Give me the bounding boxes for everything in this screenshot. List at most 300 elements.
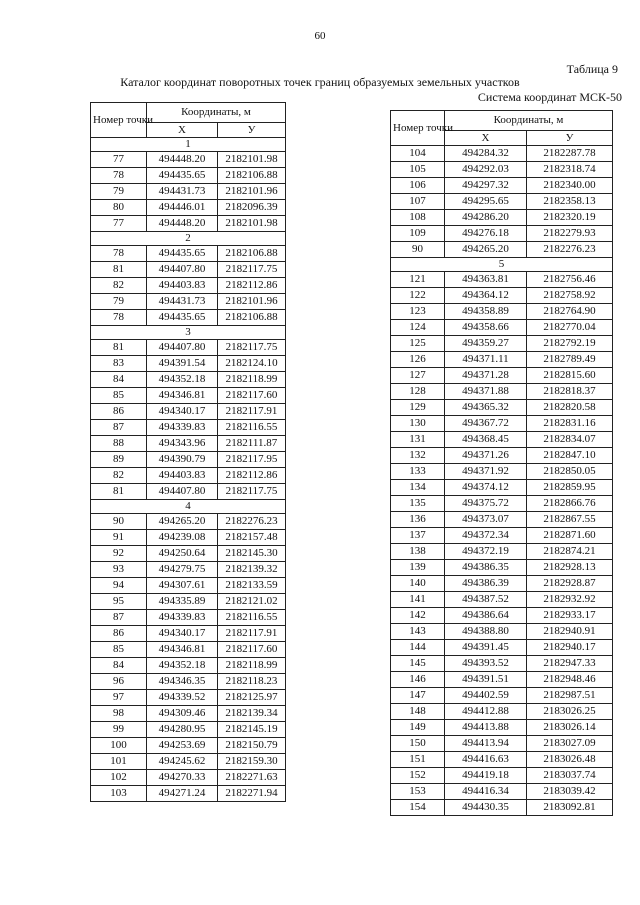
point-number: 135 — [391, 496, 445, 512]
y-coordinate: 2182928.87 — [527, 576, 613, 592]
y-coordinate: 2182139.32 — [218, 562, 286, 578]
y-coordinate: 2182101.98 — [218, 152, 286, 168]
y-coordinate: 2182150.79 — [218, 738, 286, 754]
y-coordinate: 2182792.19 — [527, 336, 613, 352]
y-coordinate: 2183092.81 — [527, 800, 613, 816]
x-coordinate: 494280.95 — [147, 722, 218, 738]
point-number: 84 — [91, 658, 147, 674]
y-coordinate: 2182106.88 — [218, 310, 286, 326]
y-coordinate: 2182940.17 — [527, 640, 613, 656]
point-number: 77 — [91, 216, 147, 232]
point-number: 149 — [391, 720, 445, 736]
table-row — [91, 722, 286, 738]
table-row — [391, 336, 613, 352]
y-coordinate: 2182124.10 — [218, 356, 286, 372]
y-coordinate: 2183037.74 — [527, 768, 613, 784]
x-coordinate: 494371.26 — [445, 448, 527, 464]
x-coordinate: 494371.11 — [445, 352, 527, 368]
point-number: 138 — [391, 544, 445, 560]
table-row — [91, 200, 286, 216]
table-row — [391, 768, 613, 784]
table-row — [91, 468, 286, 484]
x-coordinate: 494276.18 — [445, 226, 527, 242]
x-coordinate: 494403.83 — [147, 468, 218, 484]
point-number: 153 — [391, 784, 445, 800]
point-number: 96 — [91, 674, 147, 690]
table-row — [91, 372, 286, 388]
y-coordinate: 2182117.91 — [218, 404, 286, 420]
y-coordinate: 2182850.05 — [527, 464, 613, 480]
section-number: 2 — [91, 232, 286, 246]
table-row — [391, 226, 613, 242]
point-number: 97 — [91, 690, 147, 706]
x-coordinate: 494364.12 — [445, 288, 527, 304]
y-coordinate: 2182101.96 — [218, 184, 286, 200]
table-row — [91, 658, 286, 674]
table-row — [91, 610, 286, 626]
x-coordinate: 494407.80 — [147, 484, 218, 500]
section-row — [91, 326, 286, 340]
point-number: 139 — [391, 560, 445, 576]
y-coordinate: 2182106.88 — [218, 246, 286, 262]
point-number: 130 — [391, 416, 445, 432]
x-coordinate: 494367.72 — [445, 416, 527, 432]
y-coordinate: 2182118.99 — [218, 658, 286, 674]
table-row — [391, 400, 613, 416]
point-number: 85 — [91, 388, 147, 404]
x-coordinate: 494295.65 — [445, 194, 527, 210]
y-coordinate: 2182279.93 — [527, 226, 613, 242]
x-coordinate: 494371.92 — [445, 464, 527, 480]
y-coordinate: 2182139.34 — [218, 706, 286, 722]
x-coordinate: 494416.63 — [445, 752, 527, 768]
point-number: 144 — [391, 640, 445, 656]
point-number: 87 — [91, 610, 147, 626]
x-coordinate: 494435.65 — [147, 246, 218, 262]
y-coordinate: 2182940.91 — [527, 624, 613, 640]
point-number: 98 — [91, 706, 147, 722]
x-coordinate: 494271.24 — [147, 786, 218, 802]
point-number: 94 — [91, 578, 147, 594]
table-row — [91, 262, 286, 278]
y-coordinate: 2182932.92 — [527, 592, 613, 608]
y-coordinate: 2182866.76 — [527, 496, 613, 512]
point-number: 141 — [391, 592, 445, 608]
table-row — [91, 152, 286, 168]
point-number: 80 — [91, 200, 147, 216]
section-number: 1 — [91, 138, 286, 152]
y-coordinate: 2182118.23 — [218, 674, 286, 690]
x-coordinate: 494343.96 — [147, 436, 218, 452]
x-coordinate: 494407.80 — [147, 262, 218, 278]
point-number: 152 — [391, 768, 445, 784]
table-row — [391, 288, 613, 304]
y-coordinate: 2182871.60 — [527, 528, 613, 544]
y-coordinate: 2182112.86 — [218, 278, 286, 294]
y-coordinate: 2182820.58 — [527, 400, 613, 416]
y-coordinate: 2182117.91 — [218, 626, 286, 642]
point-number: 82 — [91, 278, 147, 294]
x-header: Х — [147, 123, 218, 138]
x-coordinate: 494386.39 — [445, 576, 527, 592]
table-row — [91, 246, 286, 262]
y-coordinate: 2182121.02 — [218, 594, 286, 610]
x-coordinate: 494352.18 — [147, 658, 218, 674]
x-coordinate: 494431.73 — [147, 184, 218, 200]
point-number: 77 — [91, 152, 147, 168]
point-number: 105 — [391, 162, 445, 178]
table-row — [91, 786, 286, 802]
x-coordinate: 494358.66 — [445, 320, 527, 336]
y-coordinate: 2182867.55 — [527, 512, 613, 528]
table-row — [91, 770, 286, 786]
y-coordinate: 2182859.95 — [527, 480, 613, 496]
point-number: 84 — [91, 372, 147, 388]
point-number: 131 — [391, 432, 445, 448]
x-coordinate: 494371.28 — [445, 368, 527, 384]
x-coordinate: 494386.64 — [445, 608, 527, 624]
x-coordinate: 494358.89 — [445, 304, 527, 320]
point-number: 81 — [91, 262, 147, 278]
y-coordinate: 2182111.87 — [218, 436, 286, 452]
x-coordinate: 494307.61 — [147, 578, 218, 594]
x-coordinate: 494346.81 — [147, 388, 218, 404]
y-coordinate: 2182116.55 — [218, 420, 286, 436]
y-coordinate: 2182276.23 — [218, 514, 286, 530]
point-number: 78 — [91, 310, 147, 326]
table-row — [391, 720, 613, 736]
point-number: 78 — [91, 168, 147, 184]
x-coordinate: 494284.32 — [445, 146, 527, 162]
y-coordinate: 2182834.07 — [527, 432, 613, 448]
x-coordinate: 494372.19 — [445, 544, 527, 560]
point-number: 83 — [91, 356, 147, 372]
point-number: 82 — [91, 468, 147, 484]
section-number: 3 — [91, 326, 286, 340]
table-row — [391, 304, 613, 320]
table-row — [391, 608, 613, 624]
table-row — [391, 656, 613, 672]
x-coordinate: 494391.51 — [445, 672, 527, 688]
y-coordinate: 2182117.60 — [218, 388, 286, 404]
table-row — [391, 194, 613, 210]
y-coordinate: 2182133.59 — [218, 578, 286, 594]
point-number: 134 — [391, 480, 445, 496]
section-row — [391, 258, 613, 272]
table-row — [91, 738, 286, 754]
point-number: 132 — [391, 448, 445, 464]
point-number: 122 — [391, 288, 445, 304]
x-coordinate: 494368.45 — [445, 432, 527, 448]
y-coordinate: 2182831.16 — [527, 416, 613, 432]
x-coordinate: 494245.62 — [147, 754, 218, 770]
y-coordinate: 2182118.99 — [218, 372, 286, 388]
x-coordinate: 494431.73 — [147, 294, 218, 310]
table-row — [391, 672, 613, 688]
x-coordinate: 494265.20 — [147, 514, 218, 530]
point-number: 79 — [91, 184, 147, 200]
x-coordinate: 494309.46 — [147, 706, 218, 722]
right-table-body — [391, 146, 613, 816]
point-number-header: Номер точки — [391, 111, 445, 146]
x-coordinate: 494340.17 — [147, 404, 218, 420]
y-coordinate: 2182818.37 — [527, 384, 613, 400]
table-row — [91, 310, 286, 326]
point-number: 86 — [91, 404, 147, 420]
point-number: 91 — [91, 530, 147, 546]
table-row — [91, 594, 286, 610]
point-number: 154 — [391, 800, 445, 816]
point-number: 79 — [91, 294, 147, 310]
x-coordinate: 494346.35 — [147, 674, 218, 690]
x-coordinate: 494297.32 — [445, 178, 527, 194]
point-number: 89 — [91, 452, 147, 468]
table-row — [91, 340, 286, 356]
table-row — [91, 404, 286, 420]
y-coordinate: 2182287.78 — [527, 146, 613, 162]
point-number: 90 — [91, 514, 147, 530]
y-coordinate: 2182106.88 — [218, 168, 286, 184]
y-coordinate: 2182758.92 — [527, 288, 613, 304]
point-number: 81 — [91, 340, 147, 356]
y-coordinate: 2182928.13 — [527, 560, 613, 576]
point-number: 124 — [391, 320, 445, 336]
x-coordinate: 494339.83 — [147, 420, 218, 436]
y-coordinate: 2183026.48 — [527, 752, 613, 768]
y-coordinate: 2182117.75 — [218, 340, 286, 356]
x-coordinate: 494430.35 — [445, 800, 527, 816]
table-row — [391, 242, 613, 258]
x-coordinate: 494363.81 — [445, 272, 527, 288]
table-row — [391, 146, 613, 162]
y-coordinate: 2182117.60 — [218, 642, 286, 658]
point-number: 129 — [391, 400, 445, 416]
point-number: 150 — [391, 736, 445, 752]
x-coordinate: 494416.34 — [445, 784, 527, 800]
y-coordinate: 2182987.51 — [527, 688, 613, 704]
table-row — [391, 320, 613, 336]
y-coordinate: 2182276.23 — [527, 242, 613, 258]
table-row — [391, 512, 613, 528]
section-number: 5 — [391, 258, 613, 272]
y-coordinate: 2182320.19 — [527, 210, 613, 226]
x-coordinate: 494393.52 — [445, 656, 527, 672]
y-coordinate: 2182874.21 — [527, 544, 613, 560]
x-coordinate: 494435.65 — [147, 168, 218, 184]
y-coordinate: 2182145.19 — [218, 722, 286, 738]
point-number: 87 — [91, 420, 147, 436]
point-number: 148 — [391, 704, 445, 720]
section-row — [91, 500, 286, 514]
table-row — [91, 562, 286, 578]
y-coordinate: 2182101.96 — [218, 294, 286, 310]
x-coordinate: 494390.79 — [147, 452, 218, 468]
table-row — [91, 484, 286, 500]
x-coordinate: 494371.88 — [445, 384, 527, 400]
point-number: 121 — [391, 272, 445, 288]
y-coordinate: 2183026.14 — [527, 720, 613, 736]
point-number: 107 — [391, 194, 445, 210]
x-coordinate: 494339.83 — [147, 610, 218, 626]
coordinates-header: Координаты, м — [445, 111, 613, 131]
table-row — [391, 640, 613, 656]
y-coordinate: 2182358.13 — [527, 194, 613, 210]
x-coordinate: 494359.27 — [445, 336, 527, 352]
x-coordinate: 494270.33 — [147, 770, 218, 786]
x-coordinate: 494292.03 — [445, 162, 527, 178]
x-header: Х — [445, 131, 527, 146]
x-coordinate: 494403.83 — [147, 278, 218, 294]
table-row — [91, 626, 286, 642]
table-row — [391, 480, 613, 496]
y-coordinate: 2182815.60 — [527, 368, 613, 384]
y-coordinate: 2182847.10 — [527, 448, 613, 464]
left-table-body — [91, 138, 286, 802]
x-coordinate: 494340.17 — [147, 626, 218, 642]
point-number: 125 — [391, 336, 445, 352]
table-row — [391, 528, 613, 544]
table-row — [391, 432, 613, 448]
y-coordinate: 2182145.30 — [218, 546, 286, 562]
table-row — [391, 496, 613, 512]
table-row — [91, 294, 286, 310]
point-number: 86 — [91, 626, 147, 642]
y-coordinate: 2182117.95 — [218, 452, 286, 468]
point-number: 143 — [391, 624, 445, 640]
y-coordinate: 2182947.33 — [527, 656, 613, 672]
table-row — [391, 352, 613, 368]
catalog-title: Каталог координат поворотных точек границ образуемых земельных участков — [120, 75, 520, 89]
point-number: 88 — [91, 436, 147, 452]
table-label: Таблица 9 — [566, 62, 618, 76]
x-coordinate: 494239.08 — [147, 530, 218, 546]
x-coordinate: 494374.12 — [445, 480, 527, 496]
point-number: 85 — [91, 642, 147, 658]
table-row — [91, 754, 286, 770]
table-row — [91, 642, 286, 658]
section-row — [91, 138, 286, 152]
x-coordinate: 494250.64 — [147, 546, 218, 562]
table-row — [391, 704, 613, 720]
y-coordinate: 2182112.86 — [218, 468, 286, 484]
x-coordinate: 494435.65 — [147, 310, 218, 326]
x-coordinate: 494375.72 — [445, 496, 527, 512]
y-coordinate: 2183027.09 — [527, 736, 613, 752]
x-coordinate: 494407.80 — [147, 340, 218, 356]
table-row — [391, 272, 613, 288]
x-coordinate: 494346.81 — [147, 642, 218, 658]
point-number: 106 — [391, 178, 445, 194]
x-coordinate: 494412.88 — [445, 704, 527, 720]
point-number: 81 — [91, 484, 147, 500]
point-number: 123 — [391, 304, 445, 320]
point-number: 109 — [391, 226, 445, 242]
y-coordinate: 2182159.30 — [218, 754, 286, 770]
x-coordinate: 494387.52 — [445, 592, 527, 608]
table-row — [391, 592, 613, 608]
x-coordinate: 494391.54 — [147, 356, 218, 372]
table-row — [91, 436, 286, 452]
point-number: 151 — [391, 752, 445, 768]
table-row — [391, 162, 613, 178]
table-row — [391, 384, 613, 400]
table-row — [91, 168, 286, 184]
table-row — [391, 576, 613, 592]
y-coordinate: 2182271.63 — [218, 770, 286, 786]
y-coordinate: 2182117.75 — [218, 262, 286, 278]
point-number: 147 — [391, 688, 445, 704]
table-row — [391, 624, 613, 640]
table-row — [391, 560, 613, 576]
point-number: 92 — [91, 546, 147, 562]
point-number: 104 — [391, 146, 445, 162]
y-header: У — [527, 131, 613, 146]
x-coordinate: 494372.34 — [445, 528, 527, 544]
table-row — [91, 452, 286, 468]
table-row — [391, 544, 613, 560]
y-coordinate: 2182764.90 — [527, 304, 613, 320]
point-number: 108 — [391, 210, 445, 226]
y-coordinate: 2182933.17 — [527, 608, 613, 624]
point-number-header: Номер точки — [91, 103, 147, 138]
table-row — [391, 800, 613, 816]
y-coordinate: 2182756.46 — [527, 272, 613, 288]
x-coordinate: 494413.94 — [445, 736, 527, 752]
point-number: 95 — [91, 594, 147, 610]
table-row — [391, 688, 613, 704]
point-number: 102 — [91, 770, 147, 786]
table-row — [91, 578, 286, 594]
table-row — [91, 216, 286, 232]
x-coordinate: 494391.45 — [445, 640, 527, 656]
y-coordinate: 2182948.46 — [527, 672, 613, 688]
point-number: 101 — [91, 754, 147, 770]
section-number: 4 — [91, 500, 286, 514]
table-row — [391, 736, 613, 752]
coordinates-table-left — [90, 102, 286, 802]
y-coordinate: 2182318.74 — [527, 162, 613, 178]
point-number: 128 — [391, 384, 445, 400]
x-coordinate: 494386.35 — [445, 560, 527, 576]
x-coordinate: 494279.75 — [147, 562, 218, 578]
table-row — [391, 448, 613, 464]
x-coordinate: 494448.20 — [147, 152, 218, 168]
x-coordinate: 494402.59 — [445, 688, 527, 704]
table-row — [91, 530, 286, 546]
y-coordinate: 2182101.98 — [218, 216, 286, 232]
table-row — [91, 690, 286, 706]
x-coordinate: 494448.20 — [147, 216, 218, 232]
section-row — [91, 232, 286, 246]
table-row — [91, 420, 286, 436]
table-row — [91, 674, 286, 690]
point-number: 142 — [391, 608, 445, 624]
table-row — [91, 706, 286, 722]
x-coordinate: 494253.69 — [147, 738, 218, 754]
y-coordinate: 2182125.97 — [218, 690, 286, 706]
x-coordinate: 494365.32 — [445, 400, 527, 416]
point-number: 136 — [391, 512, 445, 528]
y-coordinate: 2182157.48 — [218, 530, 286, 546]
x-coordinate: 494419.18 — [445, 768, 527, 784]
page-number: 60 — [314, 30, 326, 42]
table-row — [91, 184, 286, 200]
point-number: 133 — [391, 464, 445, 480]
x-coordinate: 494413.88 — [445, 720, 527, 736]
x-coordinate: 494388.80 — [445, 624, 527, 640]
table-row — [391, 416, 613, 432]
point-number: 90 — [391, 242, 445, 258]
